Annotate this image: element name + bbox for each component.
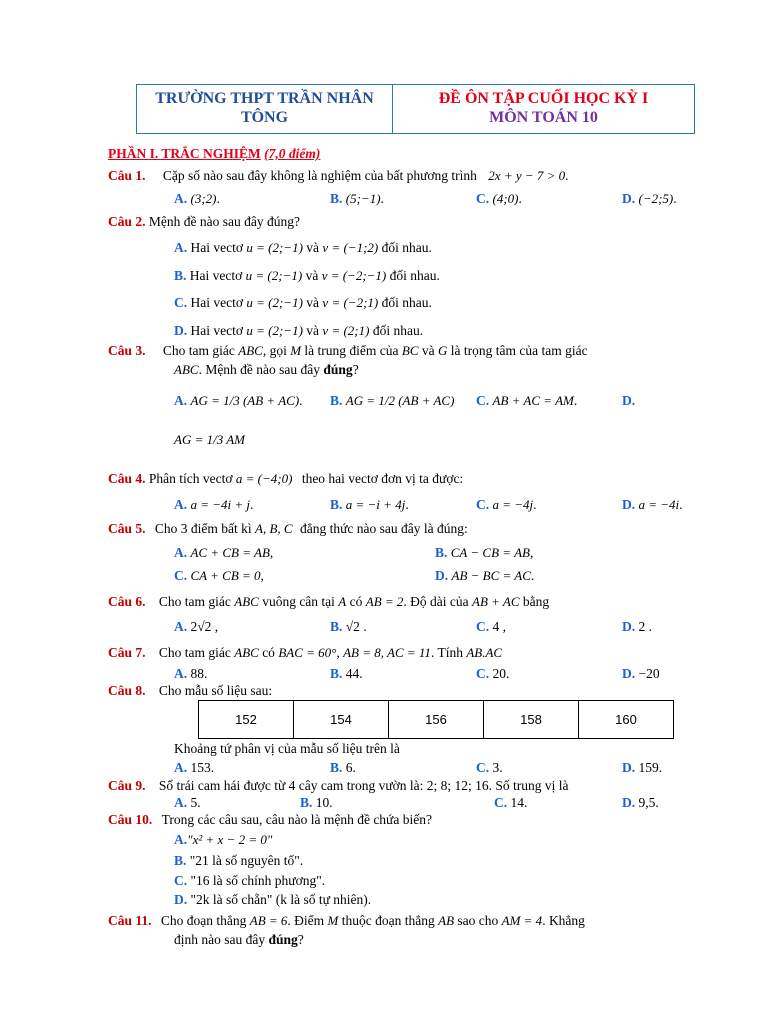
q5-label: Câu 5. (108, 521, 146, 536)
and-word: và (305, 268, 319, 283)
q4-option-c[interactable]: C. a = −4j. (476, 497, 537, 512)
option-letter: A. (174, 240, 188, 255)
q11-stem-line1 (108, 913, 585, 929)
option-text: 10. (315, 795, 333, 810)
q3-stem-line2 (174, 362, 359, 378)
q10-label: Câu 10. (108, 812, 153, 827)
q5-option-a[interactable]: A. AC + CB = AB, (174, 545, 274, 560)
q6-stem (108, 594, 549, 610)
q1-text: Cặp số nào sau đây không là nghiệm của bất phương trình (162, 168, 477, 183)
q6-text: Cho tam giác (158, 594, 231, 609)
q3-text: . Mệnh đề nào sau đây (198, 362, 321, 377)
q7-text: có (262, 645, 275, 660)
q10-stem (108, 812, 432, 828)
option-letter: D. (622, 497, 636, 512)
q7-sides: AB = 8, AC = 11 (343, 645, 431, 660)
q11-text: . Khẳng (542, 913, 585, 928)
q7-text: Cho tam giác (158, 645, 231, 660)
option-letter: D. (622, 619, 636, 634)
q8-stem (108, 683, 272, 699)
q7-option-a[interactable] (174, 666, 207, 682)
table-cell: 154 (294, 701, 389, 738)
vector-v: v = (2;1) (322, 323, 370, 338)
option-letter: A. (174, 393, 188, 408)
option-text: a = −4j (492, 497, 534, 512)
q3-label: Câu 3. (108, 343, 146, 358)
option-text: (3;2) (190, 191, 217, 206)
q8-option-d[interactable]: D. 159. (622, 760, 663, 775)
option-end: đối nhau. (372, 323, 424, 338)
q1-label: Câu 1. (108, 168, 146, 183)
header-table (136, 84, 695, 134)
q3-option-b[interactable] (330, 393, 454, 409)
q3-option-c[interactable]: C. AB + AC = AM. (476, 393, 578, 408)
q1-expr: 2x + y − 7 > 0 (488, 168, 566, 183)
q6-option-a[interactable]: A. 2√2 , (174, 619, 219, 634)
q3-text: và (421, 343, 435, 358)
table-cell: 152 (199, 701, 294, 738)
option-letter: C. (174, 873, 188, 888)
option-prefix: Hai vectơ (190, 323, 243, 338)
option-text: 44. (345, 666, 363, 681)
q1-option-b[interactable]: B. (5;−1). (330, 191, 384, 206)
q3-text: là trọng tâm của tam giác (450, 343, 588, 358)
q2-option-a[interactable] (174, 240, 432, 256)
q7-text: . Tính (430, 645, 463, 660)
q7-angle: BAC = 60° (278, 645, 337, 660)
q3-stem-line1 (108, 343, 588, 359)
q4-option-d[interactable]: D. a = −4i. (622, 497, 683, 512)
option-letter: B. (330, 497, 343, 512)
q9-option-c[interactable] (494, 795, 527, 811)
q9-option-a[interactable] (174, 795, 201, 811)
q8-text: Cho mẫu số liệu sau: (158, 683, 273, 698)
q3-point-g: G (438, 343, 448, 358)
q6-text: . Độ dài của (403, 594, 469, 609)
option-letter: A. (174, 760, 188, 775)
option-letter: D. (622, 666, 636, 681)
table-cell: 156 (389, 701, 484, 738)
option-text: 14. (510, 795, 528, 810)
option-text: 2 (638, 619, 646, 634)
q7-option-c[interactable] (476, 666, 509, 682)
option-prefix: Hai vectơ (190, 295, 243, 310)
subject: MÔN TOÁN 10 (489, 109, 598, 126)
q11-label: Câu 11. (108, 913, 152, 928)
q8-question: Khoảng tứ phân vị của mẫu số liệu trên là (174, 741, 400, 756)
q3-bc: BC (401, 343, 419, 358)
q11-am: AM = 4 (501, 913, 543, 928)
q8-option-b[interactable]: B. 6. (330, 760, 356, 775)
q11-ab: AB = 6 (249, 913, 288, 928)
option-letter: A. (174, 191, 188, 206)
option-letter: D. (622, 760, 636, 775)
q4-text: theo hai vectơ đơn vị ta được: (301, 471, 464, 486)
option-text: AC + CB = AB (190, 545, 270, 560)
q5-option-c[interactable]: C. CA + CB = 0, (174, 568, 264, 583)
vector-v: v = (−1;2) (322, 240, 379, 255)
vector-u: u = (2;−1) (245, 268, 303, 283)
option-text: "21 là số nguyên tố". (189, 853, 304, 868)
q3-text: , gọi (262, 343, 287, 358)
option-letter: B. (174, 853, 187, 868)
q7-stem: Câu 7. Cho tam giác ABC có BAC = 60°, AB = 8, AC = 11. Tính AB.AC (108, 645, 503, 660)
q11-text: Cho đoạn thẳng (160, 913, 247, 928)
q6-option-c[interactable]: C. 4 , (476, 619, 506, 634)
option-text: 20. (492, 666, 510, 681)
option-letter: C. (476, 393, 490, 408)
q1-option-d[interactable]: D. (−2;5). (622, 191, 677, 206)
option-text: (4;0) (492, 191, 519, 206)
table-cell: 158 (484, 701, 579, 738)
option-text: AG = 1/3 (AB + AC) (190, 393, 300, 408)
option-letter: A. (174, 545, 188, 560)
q7-dot: AB.AC (466, 645, 503, 660)
option-text: CA − CB = AB (450, 545, 530, 560)
q9-text: Số trái cam hái được từ 4 cây cam trong vườn là: 2; 8; 12; 16. Số trung vị là (158, 778, 569, 793)
q4-label: Câu 4. (108, 471, 146, 486)
option-letter: A. (174, 832, 188, 847)
q6-text: có (349, 594, 363, 609)
q3-text: Cho tam giác (162, 343, 235, 358)
option-letter: C. (476, 666, 490, 681)
q2-stem (108, 214, 300, 230)
q6-abc: ABC (234, 594, 259, 609)
section-points: (7,0 điểm) (264, 146, 321, 161)
section-title: PHẦN I. TRẮC NGHIỆM (108, 146, 261, 161)
q2-option-d[interactable] (174, 323, 423, 339)
q9-option-d[interactable] (622, 795, 659, 811)
option-text: (5;−1) (345, 191, 381, 206)
option-text: a = −i + 4j (345, 497, 406, 512)
and-word: và (306, 323, 320, 338)
q2-label: Câu 2. (108, 214, 146, 229)
option-text: 6 (345, 760, 353, 775)
option-letter: B. (330, 760, 343, 775)
q5-text: đẳng thức nào sau đây là đúng: (299, 521, 468, 536)
q7-label: Câu 7. (108, 645, 146, 660)
q5-points: A, B, C (255, 521, 293, 536)
q5-stem (108, 521, 468, 537)
option-letter: C. (174, 568, 188, 583)
q5-text: Cho 3 điểm bất kì (154, 521, 252, 536)
option-letter: D. (174, 323, 188, 338)
q2-option-b[interactable] (174, 268, 440, 284)
section-heading (108, 146, 320, 162)
data-table (198, 700, 674, 739)
q7-option-d[interactable] (622, 666, 660, 682)
q11-text: thuộc đoạn thẳng (341, 913, 435, 928)
option-text: 4 (492, 619, 500, 634)
q11-segment: AB (438, 913, 455, 928)
option-text: √2 (345, 619, 360, 634)
q6-text: bằng (522, 594, 550, 609)
vector-v: v = (−2;−1) (321, 268, 387, 283)
vector-v: v = (−2;1) (322, 295, 379, 310)
option-letter: D. (622, 795, 636, 810)
q3-option-d-text (174, 432, 245, 448)
option-letter: B. (330, 191, 343, 206)
q6-point-a: A (338, 594, 347, 609)
option-letter: A. (174, 497, 188, 512)
q4-option-b[interactable]: B. a = −i + 4j. (330, 497, 409, 512)
q11-qmark: ? (297, 932, 304, 947)
option-text: "2k là số chẵn" (k là số tự nhiên). (190, 892, 372, 907)
q10-option-d[interactable] (174, 892, 371, 908)
q3-abc: ABC (174, 362, 199, 377)
option-letter: D. (435, 568, 449, 583)
q4-text: Phân tích vectơ (148, 471, 233, 486)
q8-label: Câu 8. (108, 683, 146, 698)
option-text: AB − BC = AC (451, 568, 531, 583)
option-text: CA + CB = 0 (190, 568, 261, 583)
q6-sum: AB + AC (472, 594, 520, 609)
option-text: AG = 1/3 AM (174, 432, 245, 447)
option-end: đối nhau. (389, 268, 440, 283)
q8-option-a[interactable]: A. 153. (174, 760, 215, 775)
option-letter: B. (174, 268, 187, 283)
option-text: −20 (638, 666, 660, 681)
q3-option-d[interactable] (622, 393, 635, 409)
option-letter: D. (174, 892, 188, 907)
option-text: 2√2 (190, 619, 212, 634)
q5-option-b[interactable]: B. CA − CB = AB, (435, 545, 534, 560)
q10-option-c[interactable] (174, 873, 325, 889)
option-prefix: Hai vectơ (190, 240, 243, 255)
q11-stem-line2 (174, 932, 304, 948)
q10-option-a[interactable] (174, 832, 272, 848)
q1-option-a[interactable]: A. (3;2). (174, 191, 220, 206)
option-text: 159 (638, 760, 659, 775)
and-word: và (306, 240, 320, 255)
option-text: 9,5. (638, 795, 659, 810)
option-text: a = −4i (638, 497, 680, 512)
option-text: 3 (492, 760, 500, 775)
option-text: "x² + x − 2 = 0" (187, 832, 273, 847)
option-letter: C. (494, 795, 508, 810)
option-text: AG = 1/2 (AB + AC) (345, 393, 455, 408)
q6-text: vuông cân tại (262, 594, 335, 609)
option-text: 88. (190, 666, 208, 681)
q6-label: Câu 6. (108, 594, 146, 609)
q1-stem: Câu 1. Cặp số nào sau đây không là nghiệm của bất phương trình 2x + y − 7 > 0. (108, 168, 569, 183)
q6-option-b[interactable]: B. √2 . (330, 619, 367, 634)
option-letter: B. (300, 795, 313, 810)
option-letter: C. (476, 760, 490, 775)
q11-bold: đúng (268, 932, 298, 947)
q11-point-m: M (327, 913, 339, 928)
option-letter: A. (174, 795, 188, 810)
option-letter: B. (435, 545, 448, 560)
q3-abc: ABC (238, 343, 263, 358)
q11-text: . Điểm (287, 913, 325, 928)
q9-label: Câu 9. (108, 778, 146, 793)
option-text: AB + AC = AM (492, 393, 574, 408)
table-cell: 160 (615, 712, 637, 727)
q3-text: là trung điểm của (304, 343, 399, 358)
q6-ab: AB = 2 (365, 594, 404, 609)
q4-stem (108, 471, 463, 487)
vector-u: u = (2;−1) (246, 240, 303, 255)
vector-u: u = (2;−1) (246, 295, 303, 310)
q4-option-a[interactable]: A. a = −4i + j. (174, 497, 254, 512)
and-word: và (306, 295, 320, 310)
option-text: a = −4i + j (190, 497, 251, 512)
q3-qmark: ? (352, 362, 359, 377)
option-letter: B. (330, 666, 343, 681)
option-letter: D. (622, 191, 636, 206)
option-text: 5. (190, 795, 201, 810)
q4-vector: a = (−4;0) (235, 471, 293, 486)
option-text: "16 là số chính phương". (190, 873, 326, 888)
q9-stem (108, 778, 569, 794)
vector-u: u = (2;−1) (246, 323, 303, 338)
q6-option-d[interactable]: D. 2 . (622, 619, 652, 634)
option-end: đối nhau. (381, 295, 432, 310)
q3-point-m: M (290, 343, 302, 358)
q3-option-a[interactable]: A. AG = 1/3 (AB + AC). (174, 393, 303, 408)
option-letter: C. (174, 295, 188, 310)
option-letter: C. (476, 497, 490, 512)
q2-text: Mệnh đề nào sau đây đúng? (148, 214, 300, 229)
q8-option-c[interactable]: C. 3. (476, 760, 503, 775)
option-end: đối nhau. (381, 240, 432, 255)
option-letter: C. (476, 191, 490, 206)
exam-title-cell (393, 85, 694, 133)
q10-option-b[interactable] (174, 853, 303, 869)
exam-title: ĐỀ ÔN TẬP CUỐI HỌC KỲ I (438, 90, 649, 107)
option-letter: D. (622, 393, 636, 408)
option-text: 153 (190, 760, 211, 775)
option-letter: C. (476, 619, 490, 634)
school-name: TRƯỜNG THPT TRẦN NHÂN TÔNG (137, 85, 393, 133)
q7-option-b[interactable] (330, 666, 363, 682)
q3-bold: đúng (323, 362, 353, 377)
q9-option-b[interactable] (300, 795, 333, 811)
option-text: (−2;5) (638, 191, 674, 206)
q1-option-c[interactable]: C. (4;0). (476, 191, 522, 206)
q5-option-d[interactable]: D. AB − BC = AC. (435, 568, 535, 583)
option-letter: B. (330, 619, 343, 634)
q10-text: Trong các câu sau, câu nào là mệnh đề chứa biến? (161, 812, 432, 827)
q11-text: sao cho (457, 913, 499, 928)
q2-option-c[interactable] (174, 295, 432, 311)
q7-abc: ABC (234, 645, 259, 660)
option-letter: A. (174, 666, 188, 681)
q11-text: định nào sau đây (174, 932, 266, 947)
option-letter: A. (174, 619, 188, 634)
option-letter: B. (330, 393, 343, 408)
option-prefix: Hai vectơ (189, 268, 243, 283)
